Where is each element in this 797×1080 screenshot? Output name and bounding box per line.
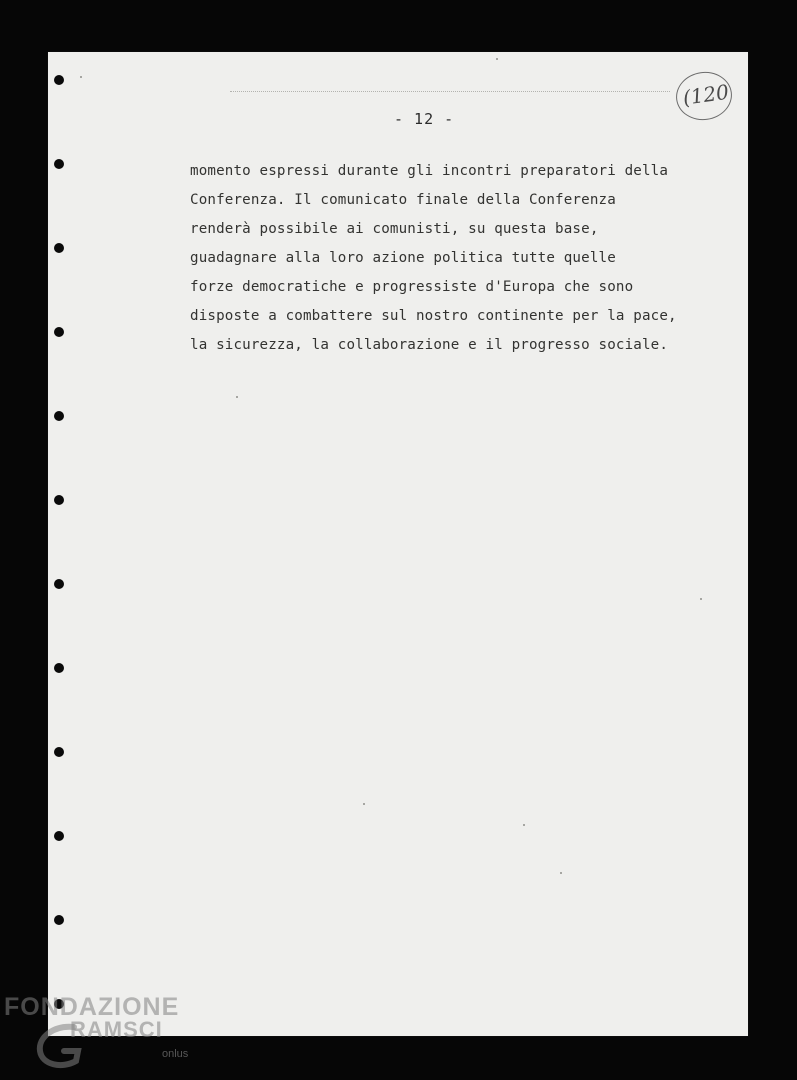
paper-speck [363,803,365,805]
archive-number: (120 [681,79,731,110]
punch-hole [54,831,64,841]
punch-hole [54,75,64,85]
punch-hole [54,915,64,925]
paper-speck [80,76,82,78]
typed-text-body [190,157,710,360]
paper-speck [496,58,498,60]
watermark-suffix: onlus [162,1048,189,1060]
punch-hole [54,495,64,505]
punch-hole [54,243,64,253]
paper-speck [700,598,702,600]
text-line: forze democratiche e progressiste d'Europa che sono [190,279,634,295]
page-number: - 12 - [394,110,455,128]
paper-speck [236,396,238,398]
header-dotted-rule [230,91,670,92]
punch-hole [54,159,64,169]
punch-hole [54,327,64,337]
paper-speck [523,824,525,826]
text-line: renderà possibile ai comunisti, su questa base, [190,221,599,237]
text-line: disposte a combattere sul nostro continente per la pace, [190,308,677,324]
watermark-subtitle: RAMSCI [70,1017,163,1042]
paper-speck [560,872,562,874]
punch-hole [54,663,64,673]
text-line: la sicurezza, la collaborazione e il progresso sociale. [190,337,669,353]
punch-hole [54,411,64,421]
punch-hole [54,747,64,757]
punch-hole [54,579,64,589]
text-line: momento espressi durante gli incontri preparatori della [190,163,669,179]
foundation-watermark [4,993,204,1073]
text-line: Conferenza. Il comunicato finale della Conferenza [190,192,616,208]
text-line: guadagnare alla loro azione politica tutte quelle [190,250,616,266]
watermark-title: FONDAZIONE [4,993,180,1021]
